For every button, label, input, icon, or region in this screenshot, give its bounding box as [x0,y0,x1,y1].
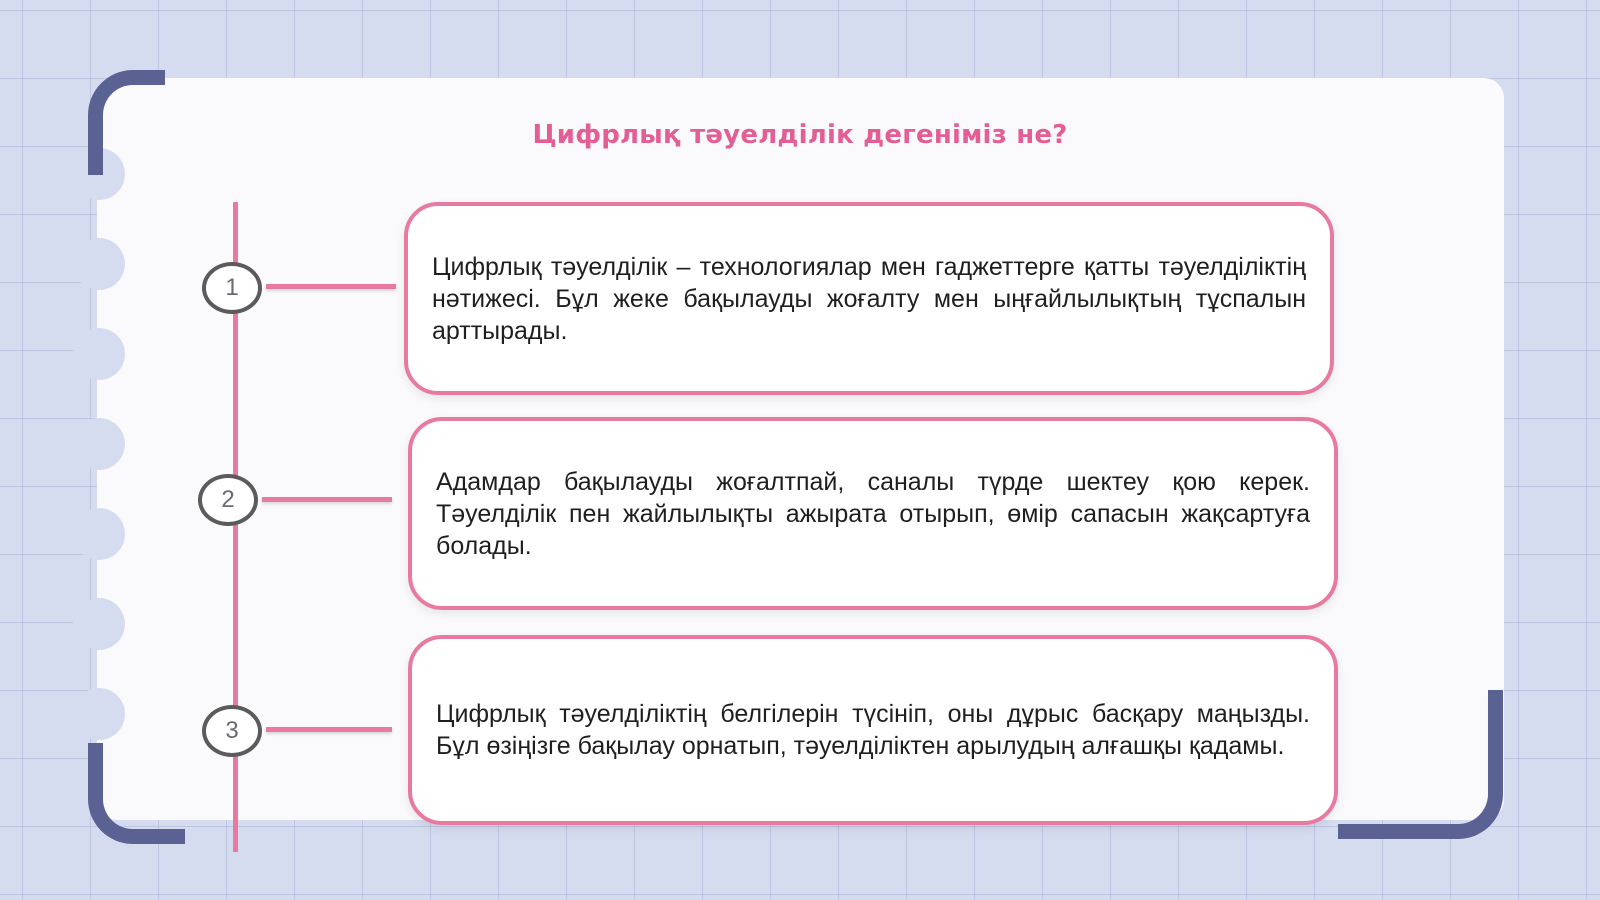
step-text-3: Цифрлық тәуелділіктің белгілерін түсініп, оны дұрыс басқару маңызды. Бұл өзіңізге бақылау орнатып, тәуелділіктен арылудың алғашқы қадамы. [436,700,1310,760]
binder-notch [73,598,125,650]
binder-notch [73,328,125,380]
binder-notch [73,418,125,470]
timeline-connector [266,284,396,289]
step-marker-2: 2 [198,474,258,526]
step-card-2 [408,417,1338,610]
step-card-1 [404,202,1334,395]
corner-bracket-bottom-right [1338,690,1503,839]
corner-bracket-top-left [88,70,165,175]
step-text-1: Цифрлық тәуелділік – технологиялар мен гаджеттерге қатты тәуелділіктің нәтижесі. Бұл жеке бақылауды жоғалту мен ыңғайлылықтың тұспалын арттырады. [432,252,1306,345]
step-marker-3: 3 [202,705,262,757]
binder-notch [73,238,125,290]
timeline-connector [266,727,392,732]
corner-bracket-bottom-left [88,743,185,844]
binder-notch [73,688,125,740]
step-text-2: Адамдар бақылауды жоғалтпай, саналы түрде шектеу қою керек. Тәуелділік пен жайлылықты ажырата отырып, өмір сапасын жақсартуға болады. [436,467,1310,560]
binder-notch [73,508,125,560]
step-marker-1: 1 [202,262,262,314]
timeline-connector [262,497,392,502]
step-card-3 [408,635,1338,825]
slide-title: Цифрлық тәуелділік дегеніміз не? [532,120,1068,150]
